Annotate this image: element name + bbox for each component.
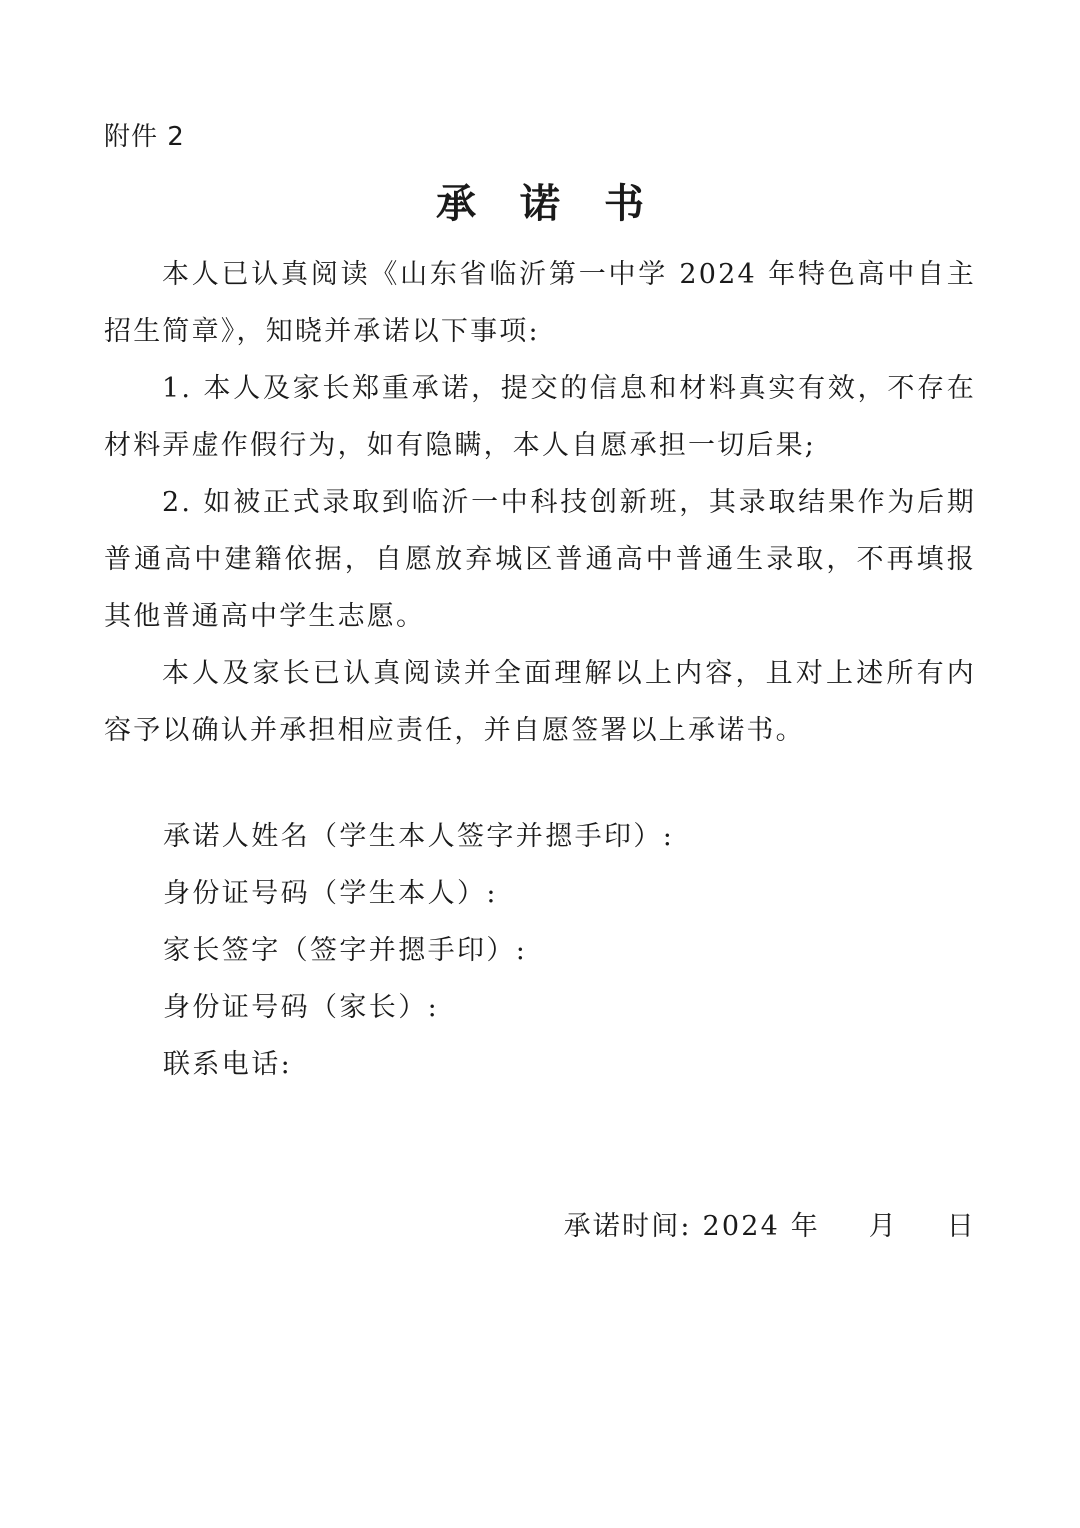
date-month: 月 [868, 1211, 898, 1242]
phone-field: 联系电话: [163, 1049, 293, 1080]
document-title: 承诺书 [436, 180, 688, 227]
parent-signature-field: 家长签字（签字并摁手印）: [163, 935, 528, 966]
document-body [104, 246, 976, 759]
intro-paragraph: 本人已认真阅读《山东省临沂第一中学 2024 年特色高中自主招生简章》，知晓并承诺以下事项: [104, 259, 976, 347]
attachment-label: 附件 2 [104, 122, 185, 152]
commitment-date-line [564, 1204, 976, 1243]
date-year: 2024 年 [702, 1211, 820, 1242]
commitment-item-1: 1. 本人及家长郑重承诺，提交的信息和材料真实有效，不存在材料弄虚作假行为，如有隐瞒，本人自愿承担一切后果; [104, 373, 976, 461]
parent-id-field: 身份证号码（家长）: [163, 992, 440, 1023]
signature-fields [163, 808, 674, 1093]
commitment-item-2: 2. 如被正式录取到临沂一中科技创新班，其录取结果作为后期普通高中建籍依据，自愿放弃城区普通高中普通生录取，不再填报其他普通高中学生志愿。 [104, 487, 976, 632]
student-id-field: 身份证号码（学生本人）: [163, 878, 498, 909]
date-label: 承诺时间: [563, 1211, 692, 1242]
date-day: 日 [946, 1211, 976, 1242]
confirmation-paragraph: 本人及家长已认真阅读并全面理解以上内容，且对上述所有内容予以确认并承担相应责任，并自愿签署以上承诺书。 [104, 658, 976, 746]
student-name-field: 承诺人姓名（学生本人签字并摁手印）: [163, 821, 675, 852]
